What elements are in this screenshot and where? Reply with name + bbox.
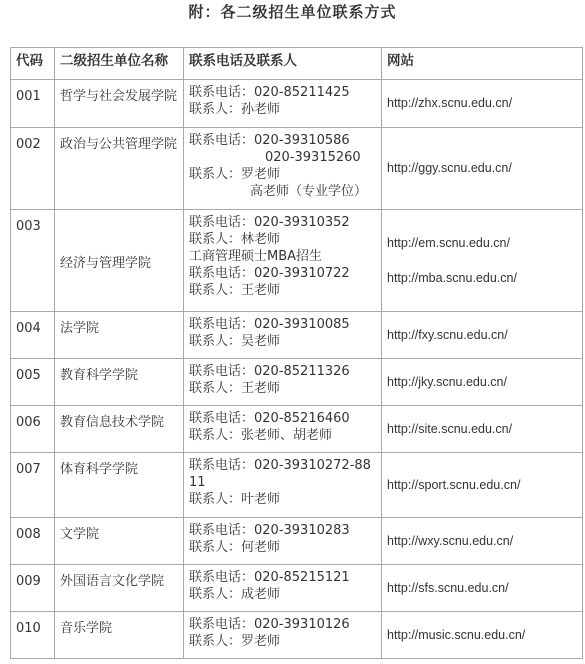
website-link[interactable]: http://sport.scnu.edu.cn/	[387, 477, 521, 492]
contact-line: 高老师（专业学位）	[250, 184, 368, 199]
table-row	[11, 359, 583, 406]
contact-line: 联系人：成老师	[189, 587, 281, 602]
unit-name: 经济与管理学院	[55, 210, 184, 312]
table-row	[11, 128, 583, 210]
contact-table	[10, 47, 583, 659]
unit-name: 哲学与社会发展学院	[55, 80, 184, 128]
contact-line: 联系电话：020-39310283	[189, 523, 350, 538]
contact-line: 联系电话：020-85211425	[189, 85, 350, 100]
contact-info	[184, 128, 382, 210]
contact-info	[184, 359, 382, 406]
website-link[interactable]: http://wxy.scnu.edu.cn/	[387, 533, 514, 548]
header-website: 网站	[382, 48, 583, 80]
website-link[interactable]: http://em.scnu.edu.cn/	[387, 235, 510, 250]
table-row	[11, 210, 583, 312]
unit-code: 004	[11, 312, 55, 359]
contact-info	[184, 453, 382, 518]
unit-code: 008	[11, 518, 55, 565]
unit-name: 法学院	[55, 312, 184, 359]
table-row	[11, 518, 583, 565]
unit-code: 010	[11, 612, 55, 659]
unit-name: 教育信息技术学院	[55, 406, 184, 453]
table-row	[11, 453, 583, 518]
contact-info	[184, 518, 382, 565]
contact-info	[184, 312, 382, 359]
contact-info	[184, 406, 382, 453]
table-header-row	[11, 48, 583, 80]
contact-line: 联系人：张老师、胡老师	[189, 428, 333, 443]
contact-info	[184, 210, 382, 312]
header-contact: 联系电话及联系人	[184, 48, 382, 80]
unit-name: 外国语言文化学院	[55, 565, 184, 612]
website-cell	[382, 359, 583, 406]
header-unit-name: 二级招生单位名称	[55, 48, 184, 80]
website-link[interactable]: http://site.scnu.edu.cn/	[387, 421, 513, 436]
contact-line: 联系电话：020-85215121	[189, 570, 350, 585]
website-cell	[382, 453, 583, 518]
website-link[interactable]: http://sfs.scnu.edu.cn/	[387, 580, 509, 595]
unit-code: 002	[11, 128, 55, 210]
contact-line: 联系电话：020-39310722	[189, 266, 350, 281]
contact-info	[184, 80, 382, 128]
contact-info	[184, 612, 382, 659]
contact-line: 联系电话：020-39310352	[189, 215, 350, 230]
contact-line: 联系人：叶老师	[189, 492, 281, 507]
website-cell	[382, 80, 583, 128]
website-cell	[382, 565, 583, 612]
contact-line: 工商管理硕士MBA招生	[189, 249, 323, 264]
unit-code: 003	[11, 210, 55, 312]
website-cell	[382, 612, 583, 659]
contact-line: 联系人：何老师	[189, 540, 281, 555]
website-link[interactable]: http://zhx.scnu.edu.cn/	[387, 96, 513, 110]
table-row	[11, 312, 583, 359]
contact-info	[184, 565, 382, 612]
contact-line: 联系人：王老师	[189, 283, 281, 298]
website-link[interactable]: http://ggy.scnu.edu.cn/	[387, 161, 512, 175]
contact-line: 联系人：吴老师	[189, 334, 281, 349]
table-row	[11, 80, 583, 128]
contact-line: 联系人：王老师	[189, 381, 281, 396]
contact-line: 联系电话：020-85216460	[189, 411, 350, 426]
website-link[interactable]: http://jky.scnu.edu.cn/	[387, 374, 507, 389]
table-row	[11, 406, 583, 453]
unit-name: 音乐学院	[55, 612, 184, 659]
website-link[interactable]: http://mba.scnu.edu.cn/	[387, 270, 517, 285]
table-row	[11, 612, 583, 659]
page-title: 附：各二级招生单位联系方式	[188, 3, 397, 21]
header-code: 代码	[11, 48, 55, 80]
website-cell	[382, 210, 583, 312]
contact-line: 联系人：罗老师	[189, 167, 281, 182]
website-link[interactable]: http://fxy.scnu.edu.cn/	[387, 327, 508, 342]
website-cell	[382, 312, 583, 359]
website-cell	[382, 518, 583, 565]
contact-line: 联系人：罗老师	[189, 634, 281, 649]
contact-line: 联系电话：020-39310126	[189, 617, 350, 632]
contact-line: 联系电话：020-39310272-8811	[189, 458, 371, 490]
contact-line: 联系人：林老师	[189, 232, 281, 247]
unit-name: 教育科学学院	[55, 359, 184, 406]
unit-name: 文学院	[55, 518, 184, 565]
unit-name: 体育科学学院	[55, 453, 184, 518]
unit-code: 005	[11, 359, 55, 406]
contact-line: 联系人：孙老师	[189, 102, 281, 117]
contact-line: 联系电话：020-39310085	[189, 317, 350, 332]
url-spacer	[387, 252, 577, 270]
table-row	[11, 565, 583, 612]
unit-code: 001	[11, 80, 55, 128]
website-cell	[382, 128, 583, 210]
unit-code: 006	[11, 406, 55, 453]
contact-line: 联系电话：020-85211326	[189, 364, 350, 379]
website-link[interactable]: http://music.scnu.edu.cn/	[387, 627, 526, 642]
website-cell	[382, 406, 583, 453]
unit-code: 007	[11, 453, 55, 518]
unit-name: 政治与公共管理学院	[55, 128, 184, 210]
contact-line: 联系电话：020-39310586	[189, 133, 350, 148]
contact-line: 020-39315260	[265, 150, 361, 165]
unit-code: 009	[11, 565, 55, 612]
